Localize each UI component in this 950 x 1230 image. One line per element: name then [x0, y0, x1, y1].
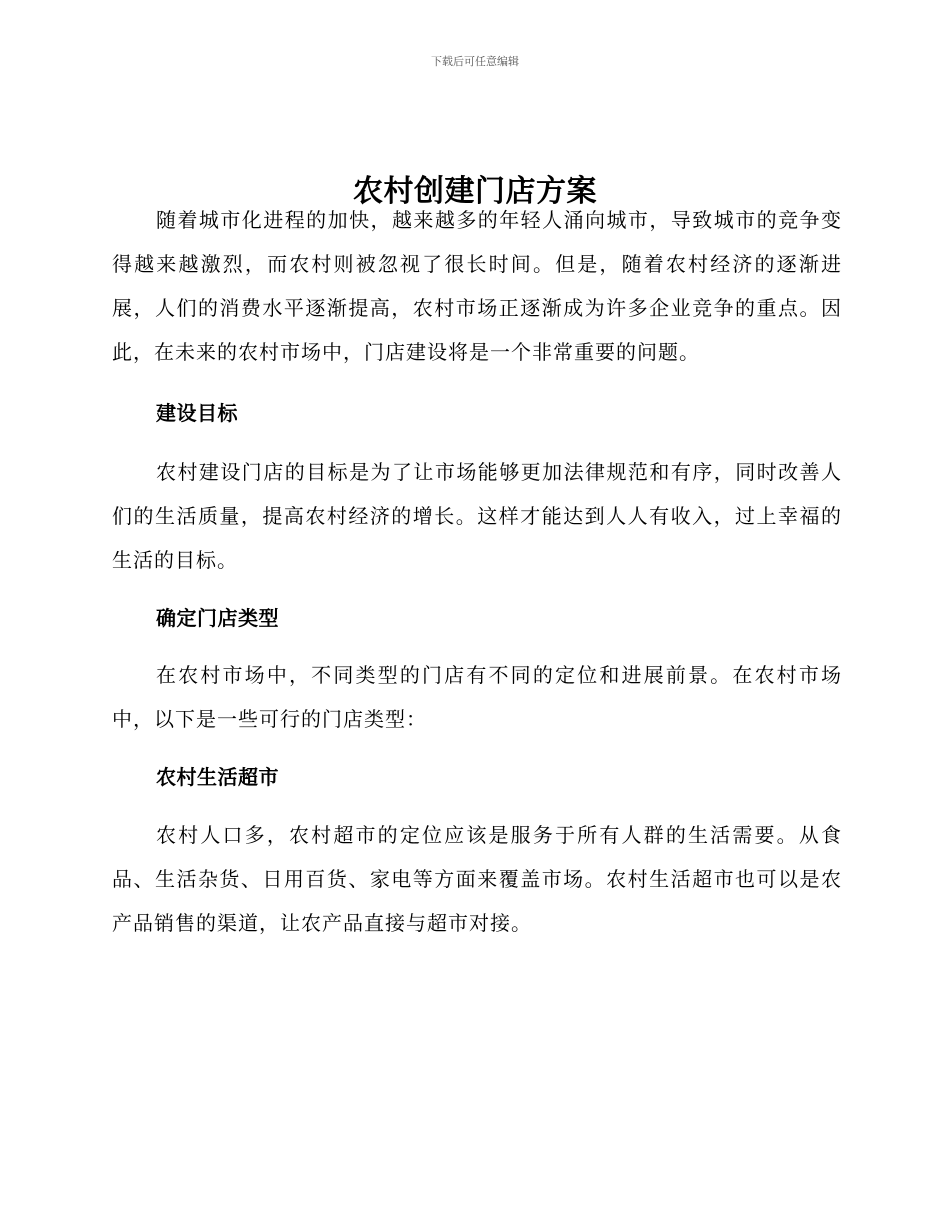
section-text-goal: 农村建设门店的目标是为了让市场能够更加法律规范和有序，同时改善人们的生活质量，提高农村经济的增长。这样才能达到人人有收入，过上幸福的生活的目标。: [112, 460, 842, 572]
section-heading-store-type: 确定门店类型: [156, 606, 279, 630]
intro-paragraph: 随着城市化进程的加快，越来越多的年轻人涌向城市，导致城市的竞争变得越来越激烈，而农村则被忽视了很长时间。但是，随着农村经济的逐渐进展，人们的消费水平逐渐提高，农村市场正逐渐成为许多企业竞争的重点。因此，在未来的农村市场中，门店建设将是一个非常重要的问题。: [112, 208, 842, 364]
section-heading-goal: 建设目标: [156, 401, 238, 425]
document-title: 农村创建门店方案: [353, 174, 597, 210]
section-heading-rural-supermarket: 农村生活超市: [156, 765, 279, 789]
section-text-store-type: 在农村市场中，不同类型的门店有不同的定位和进展前景。在农村市场中，以下是一些可行的门店类型：: [112, 663, 842, 731]
header-note: 下载后可任意编辑: [431, 55, 519, 68]
section-text-rural-supermarket: 农村人口多，农村超市的定位应该是服务于所有人群的生活需要。从食品、生活杂货、日用百货、家电等方面来覆盖市场。农村生活超市也可以是农产品销售的渠道，让农产品直接与超市对接。: [112, 823, 842, 935]
